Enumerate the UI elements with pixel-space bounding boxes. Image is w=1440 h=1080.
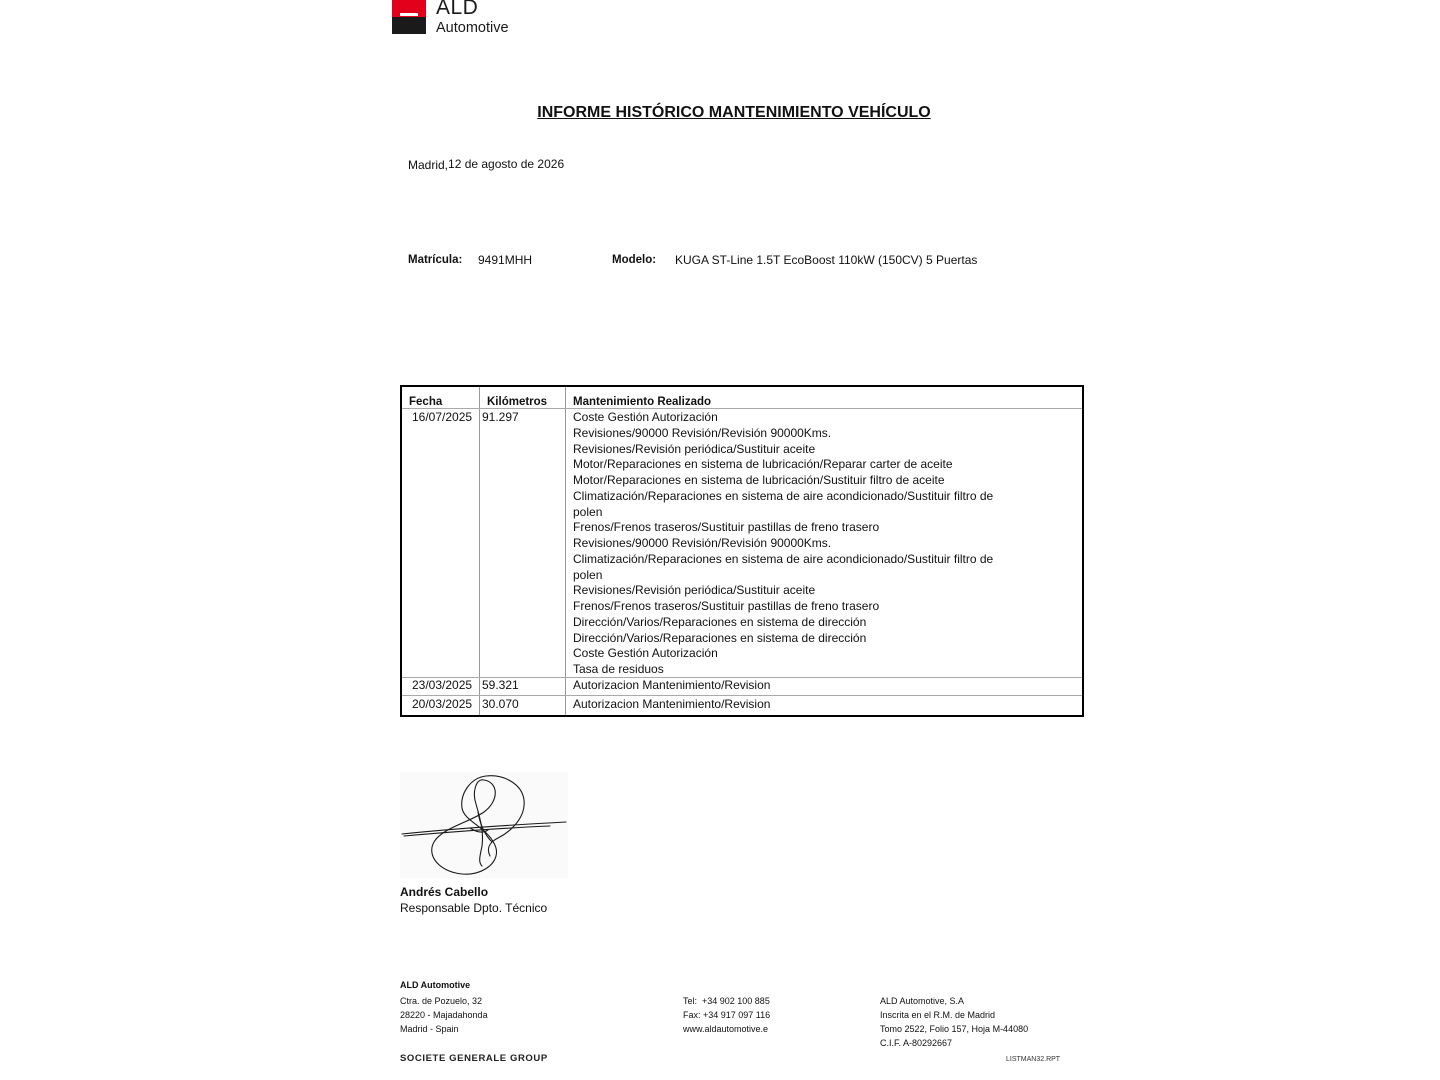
company-logo [392,0,522,36]
maintenance-line: Dirección/Varios/Reparaciones en sistema de dirección [573,630,867,645]
footer-address-line: 28220 - Majadahonda [400,1010,488,1020]
group-logo: SOCIETE GENERALE GROUP [400,1053,548,1064]
plate-label: Matrícula: [408,254,463,266]
row3-maintenance: Autorizacion Mantenimiento/Revision [573,697,771,711]
footer-legal-line: Tomo 2522, Folio 157, Hoja M-44080 [880,1024,1029,1034]
date-value: 12 de agosto de 2026 [448,157,565,171]
maintenance-line: polen [573,567,603,582]
row2-date: 23/03/2025 [412,678,473,692]
row1-km: 91.297 [482,410,519,424]
row2-km: 59.321 [482,678,519,692]
header-km: Kilómetros [487,396,548,408]
maintenance-line: polen [573,504,603,519]
maintenance-line: Coste Gestión Autorización [573,646,718,661]
maintenance-line: Revisiones/Revisión periódica/Sustituir aceite [573,583,816,598]
maintenance-line: Frenos/Frenos traseros/Sustituir pastillas de freno trasero [573,520,880,535]
logo-name: ALD [436,0,479,19]
maintenance-line: Frenos/Frenos traseros/Sustituir pastillas de freno trasero [573,599,880,613]
row3-date: 20/03/2025 [412,697,473,711]
footer-website: www.aldautomotive.e [683,1024,769,1034]
footer-phone: Tel: +34 902 100 885 [683,996,770,1006]
maintenance-line: Motor/Reparaciones en sistema de lubricación/Sustituir filtro de aceite [573,473,945,487]
maintenance-line: Revisiones/90000 Revisión/Revisión 90000Kms. [573,536,832,550]
model-value: KUGA ST-Line 1.5T EcoBoost 110kW (150CV) 5 Puertas [675,253,978,267]
logo-icon [392,0,426,34]
maintenance-line: Revisiones/90000 Revisión/Revisión 90000Kms. [573,425,832,440]
maintenance-line: Climatización/Reparaciones en sistema de aire acondicionado/Sustituir filtro de [573,551,994,566]
document-date [408,158,564,172]
row2-maintenance: Autorizacion Mantenimiento/Revision [573,678,771,692]
footer-legal-line: Inscrita en el R.M. de Madrid [880,1010,996,1020]
footer-address-line: Ctra. de Pozuelo, 32 [400,996,483,1006]
maintenance-line: Motor/Reparaciones en sistema de lubricación/Reparar carter de aceite [573,457,953,472]
maintenance-line: Tasa de residuos [573,662,664,676]
maintenance-line: Revisiones/Revisión periódica/Sustituir aceite [573,441,816,456]
signer-name: Andrés Cabello [400,885,489,899]
signature-image [400,772,568,878]
footer-contact [683,994,770,1036]
row3-km: 30.070 [482,697,519,711]
maintenance-line: Climatización/Reparaciones en sistema de aire acondicionado/Sustituir filtro de [573,488,994,503]
footer-fax: Fax: +34 917 097 116 [683,1010,771,1020]
plate-value: 9491MHH [478,253,533,267]
maintenance-line: Coste Gestión Autorización [573,410,718,424]
report-code: LISTMAN32.RPT [1006,1056,1061,1063]
date-place: Madrid, [408,158,449,172]
header-maintenance: Mantenimiento Realizado [573,396,712,408]
model-label: Modelo: [612,254,657,266]
footer-legal-line: C.I.F. A-80292667 [880,1038,953,1048]
footer-company: ALD Automotive [400,980,471,990]
footer-legal-line: ALD Automotive, S.A [880,996,965,1006]
header-date: Fecha [409,396,443,408]
footer-address [400,994,488,1036]
row1-maintenance [573,410,993,678]
footer-legal [880,994,1028,1050]
document-title: INFORME HISTÓRICO MANTENIMIENTO VEHÍCULO [537,104,931,121]
row1-date: 16/07/2025 [412,410,473,424]
footer-address-line: Madrid - Spain [400,1024,459,1034]
maintenance-line: Dirección/Varios/Reparaciones en sistema de dirección [573,614,867,629]
maintenance-table [400,385,1084,717]
logo-subtitle: Automotive [436,20,509,36]
signer-role: Responsable Dpto. Técnico [400,901,548,915]
